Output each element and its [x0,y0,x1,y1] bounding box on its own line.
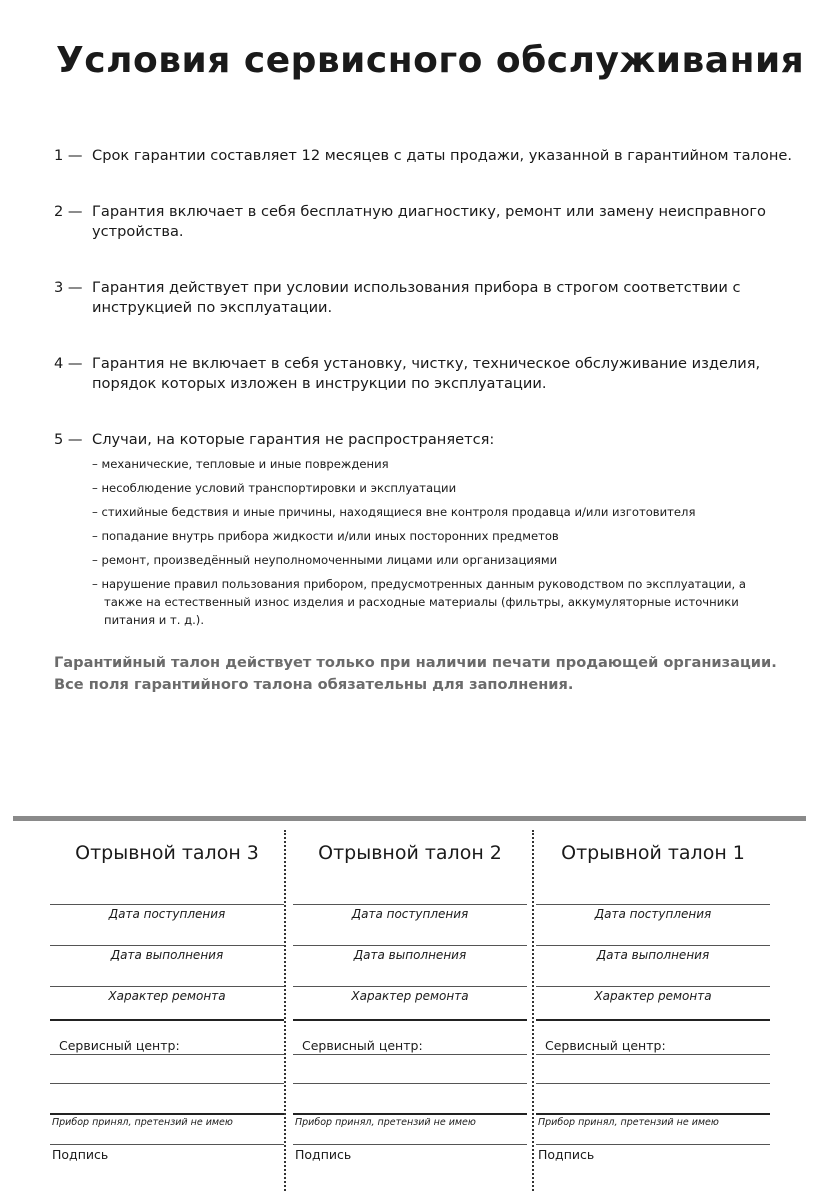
service-center-label: Сервисный центр: [302,1038,423,1053]
repair-type-label: Характер ремонта [108,989,226,1003]
note-line-2: Все поля гарантийного талона обязательны для заполнения. [54,676,574,693]
tear-off-divider [13,816,806,821]
field-line [293,1054,527,1055]
field-line [536,1113,770,1115]
repair-type-label: Характер ремонта [351,989,469,1003]
acceptance-label: Прибор принял, претензий не имею [538,1117,719,1128]
field-line [50,1113,284,1115]
field-line [536,1083,770,1084]
coupon-title: Отрывной талон 2 [318,842,502,864]
field-line [50,986,284,987]
field-line [50,1083,284,1084]
field-line [536,986,770,987]
clause-3 [54,278,794,318]
clause-2 [54,202,794,242]
date-received-label: Дата поступления [108,907,226,921]
clause-text: Случаи, на которые гарантия не распространяется: [92,431,495,448]
field-line [50,1019,284,1021]
exclusions-list [92,455,782,635]
field-line [536,1019,770,1021]
date-completed-label: Дата выполнения [596,948,710,962]
clause-text: Гарантия действует при условии использования прибора в строгом соответствии с инструкцией по эксплуатации. [92,279,741,316]
field-line [50,904,284,905]
clause-1 [54,146,792,166]
signature-label: Подпись [538,1147,595,1162]
note-line-1: Гарантийный талон действует только при наличии печати продающей организации. [54,654,777,671]
list-item: – механические, тепловые и иные повреждения [92,457,389,471]
clause-4 [54,354,794,394]
field-line [293,945,527,946]
acceptance-label: Прибор принял, претензий не имею [52,1117,233,1128]
field-line [536,945,770,946]
field-line [50,1054,284,1055]
perforation-line [532,830,534,1191]
field-line [536,1144,770,1145]
clause-text: Срок гарантии составляет 12 месяцев с даты продажи, указанной в гарантийном талоне. [92,147,793,164]
clause-text: Гарантия включает в себя бесплатную диагностику, ремонт или замену неисправного устройства. [92,203,766,240]
service-center-label: Сервисный центр: [545,1038,666,1053]
clause-number: 3 — [54,279,83,296]
field-line [536,904,770,905]
list-item: – ремонт, произведённый неуполномоченными лицами или организациями [92,553,558,567]
clause-number: 2 — [54,203,83,220]
signature-label: Подпись [52,1147,109,1162]
coupon-title: Отрывной талон 3 [75,842,259,864]
field-line [536,1054,770,1055]
field-line [50,945,284,946]
date-received-label: Дата поступления [594,907,712,921]
service-center-label: Сервисный центр: [59,1038,180,1053]
list-item: – несоблюдение условий транспортировки и эксплуатации [92,481,457,495]
tear-off-coupon-1 [536,822,770,1191]
tear-off-coupon-3 [50,822,284,1191]
field-line [293,1113,527,1115]
date-received-label: Дата поступления [351,907,469,921]
list-item: – попадание внутрь прибора жидкости и/или иных посторонних предметов [92,529,559,543]
perforation-line [284,830,286,1191]
field-line [293,1019,527,1021]
coupon-validity-note [54,652,814,696]
clause-text: Гарантия не включает в себя установку, чистку, техническое обслуживание изделия, порядок которых изложен в инструкции по эксплуатации. [92,355,761,392]
clause-number: 1 — [54,147,83,164]
page-title: Условия сервисного обслуживания [56,40,805,81]
field-line [293,1144,527,1145]
date-completed-label: Дата выполнения [353,948,467,962]
signature-label: Подпись [295,1147,352,1162]
coupon-title: Отрывной талон 1 [561,842,745,864]
field-line [293,986,527,987]
list-item: – нарушение правил пользования прибором, предусмотренных данным руководством по эксплуатации, а также на естественный износ изделия и расходные материалы (фильтры, аккумуляторные источники питания и т. д.). [92,577,746,627]
clause-5 [54,430,494,450]
repair-type-label: Характер ремонта [594,989,712,1003]
clause-number: 4 — [54,355,83,372]
field-line [50,1144,284,1145]
acceptance-label: Прибор принял, претензий не имею [295,1117,476,1128]
field-line [293,904,527,905]
list-item: – стихийные бедствия и иные причины, находящиеся вне контроля продавца и/или изготовителя [92,505,696,519]
date-completed-label: Дата выполнения [110,948,224,962]
field-line [293,1083,527,1084]
clause-number: 5 — [54,431,83,448]
tear-off-coupon-2 [293,822,527,1191]
